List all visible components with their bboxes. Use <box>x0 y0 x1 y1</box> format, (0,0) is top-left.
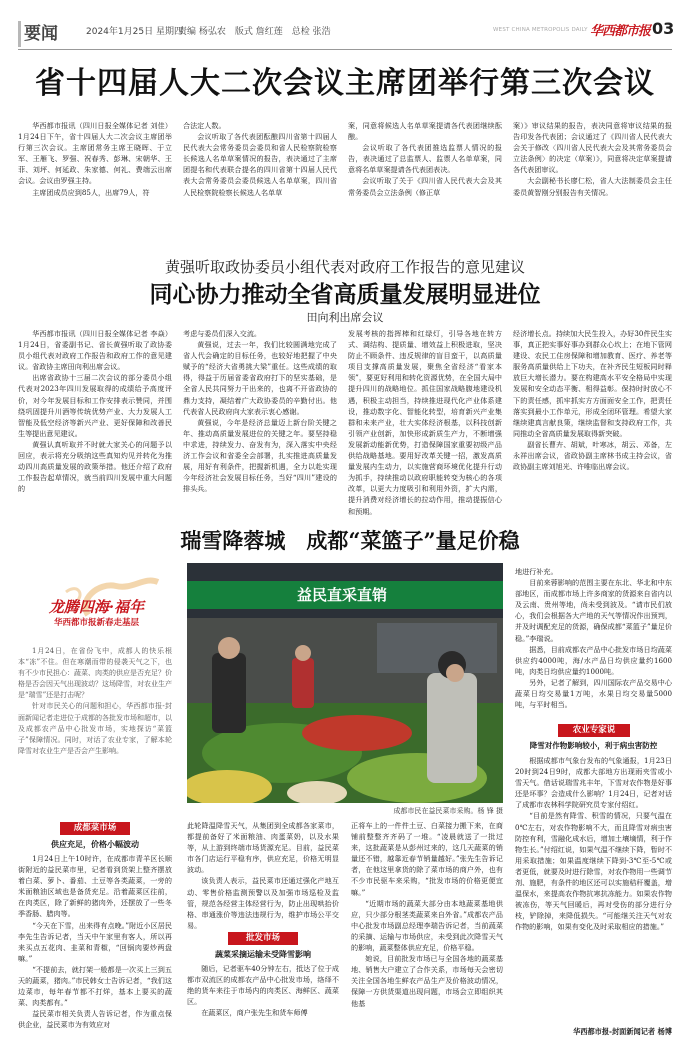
article2-col2: 考虑与委员们深入交流。 黄强说，过去一年，我们比较圆满地完成了省人代会确定的目标任务，也较好地把握了中央赋予的“经济大省勇挑大梁”重任。这些成绩的取得，得益于历届省委省政府打下的坚实基础，是全省人民共同努力干出来的，也离不开省政协的鼎力支持，凝结着广大政协委员的辛勤付出。他代表省人民政府向大家表示衷心感谢。 黄强说，今年是经济总量迈上新台阶关键之年、推动高质量发展进位的关键之年。要坚持稳中求进，持续发力、奋发有为，深入落实中央经济工作会议和省委全会部署，扎实推进高质量发展，用好有利条件，把握新机遇，全力以赴实现今年经济社会发展目标任务，当好“四川”建设的排头兵。 <box>183 329 337 494</box>
english-masthead: WEST CHINA METROPOLIS DAILY <box>493 27 588 33</box>
article2-col3: 发展考核的指挥棒和红绿灯，引导各地在转方式、调结构、提质量、增效益上积极进取，坚决防止不顾条件、违反规律的盲目蛮干，以高质量项目支撑高质量发展，聚焦全省经济“看家本领”，要更好利用和转化资源优势，在全国大局中提升四川的战略地位。抓住国家战略腹地建设机遇，积极主动担当，持续推进现代化产业体系建设，推动数字化、智能化转型，培育新兴产业集群和未来产业，壮大实体经济根基，以科技创新引领产业创新，加快形成新质生产力，不断增强发展新动能新优势，打造保障国家重要初级产品供给战略基地。要用好改革关键一招，激发高质量发展内生动力，以实施营商环境优化提升行动为抓手，持续推动以政府职能转变为核心的各项改革，以更大力度吸引和利用外资，扩大内需，提升消费对经济增长的拉动作用，推动提振信心和预期。 <box>348 329 502 516</box>
section-name: 要闻 <box>24 24 58 44</box>
article3-col2-bottom: 随后，记者驱车40分钟左右，抵达了位于成都市双流区的成都农产品中心批发市场，络绎不绝的货车来往于市场内的肉类区、海鲜区、蔬菜区。 在蔬菜区，商户张先生和货车师傅 <box>187 964 339 1018</box>
photo-caption: 成都市民在益民菜市采购。杨 锋 摄 <box>393 807 503 815</box>
article2-col1: 华西都市报讯（四川日报全媒体记者 李焱）1月24日，省委副书记、省长黄强听取了政协委员小组代表对政府工作报告和政府工作的意见建议。省政协主席田向利出席会议。 出席省政协十三届二次会议的部分委员小组代表对2023年四川发展取得的成绩给予高度评价，对今年发展目标和工作安排表示赞同，并围绕巩固提升川酒等传统优势产业、大力发展人工智能及低空经济等新兴产业、更好保障和改善民生等提出意见建议。 黄强认真听取并不时就大家关心的问题予以回应，表示将充分吸纳这些真知灼见并转化为推动四川高质量发展的政策举措。他还介绍了政府工作报告起草情况，就当前四川发展中重大问题的 <box>18 329 172 494</box>
article2-col4: 经济增长点。持续加大民生投入，办好30件民生实事，真正把实事好事办到群众心坎上；在地下管网建设、农民工住房保障和增加教育、医疗、养老等服务高质量供给上下功夫，在补齐民生短板同时释放巨大增长潜力。要在构建高水平安全格局中实现发展和安全动态平衡、相得益彰。保持时时放心不下的责任感，抓牢抓实方方面面安全工作，把责任落实到最小工作单元，形成全闭环管理。希望大家继续建真言献良策，继续监督和支持政府工作，共同推动全省高质量发展取得新突破。 副省长曹卉、胡斌，叶寒冰，胡云、邓备，左永祥出席会议，省政协副主席林书成主持会议，省政协副主席刘旭光、许唯临出席会议。 <box>513 329 672 472</box>
page-number: 03 <box>652 19 675 38</box>
article3-col4: 地进行补充。 目前来蓉影响的范围主要在东北、华北和中东部地区，而成都市场上许多商家的货源来自省内以及云南、贵州等地，尚未受到波及。“请市民们放心，我们会根据各大产地的天气等情况作出预判，并及时调配充足的货源，确保成都“菜篮子”量足价稳。”李瑞说。 据悉，目前成都农产品中心批发市场日均蔬菜供应约4000吨，海/水产品日均供应量约1600吨，肉类日均供应量约1000吨。 另外，记者了解到，四川国际农产品交易中心蔬菜日均交易量1万吨，水果日均交易量5000吨，与平时相当。 <box>515 567 672 710</box>
logo-text-sub: 华西都市报新春走基层 <box>53 618 139 628</box>
article3-intro: 1月24日，在省份飞中，成都人的快乐根本“冻”不住。但在寒潮而带的侵袭天气之下，也有不少市民担心：蔬菜、肉类的供应是否充足？价格是否会因天气出现波动？这场降雪，对农业生产是“瑞雪”还是打击呢？ 针对市民关心的问题和担心，华西都市报-封面新闻记者走进位于成都的各批发市场和超市，以及成都农产品中心批发市场，实地探访“菜篮子”保障情况。同时，对话了农业专家，了解本轮降雪对农业生产是否会产生影响。 <box>18 647 172 755</box>
section-heading-expert: 农业专家说 <box>558 724 630 737</box>
spring-festival-logo <box>18 570 175 630</box>
article3-col2: 此轮降温降雪天气，从集团到全成都各家菜市，都提前备好了米面粮油、肉蛋菜奶，以及水果等，从上游到终端市场货源充足。目前，益民菜市各门店运行平稳有序，供应充足，价格无明显波动。 该负责人表示，益民菜市还通过强化产地互动、零售价格监测预警以及加强市场巡检及监管，规范各经营主体经营行为，防止出现哄抬价格、串通涨价等违法违规行为，维护市场公平交易。 <box>187 821 339 930</box>
article1-col4: 案）》审议结果的报告，表决同意将审议结果的报告印发各代表团；会议通过了《四川省人民代表大会关于修改〈四川省人民代表大会及其常务委员会立法条例〉的决定（草案）》，同意将决定草案提请各代表团审议。 大会副秘书长廖仁松，省人大法制委员会主任委员黄智刚分别报告有关情况。 <box>513 121 672 197</box>
reporter-signature: 华西都市报-封面新闻记者 杨博 <box>573 1027 672 1036</box>
article1-col2: 合法定人数。 会议听取了各代表团酝酿四川省第十四届人民代表大会常务委员会委员和省人民检察院检察长候选人名单草案情况的报告，表决通过了主席团提名和代表联合提名的四川省第十四届人民代表大会常务委员会委员候选人名单草案，四川省人民检察院检察长候选人名单草 <box>183 121 337 197</box>
article2-headline: 同心协力推动全省高质量发展明显进位 <box>149 281 541 308</box>
article3-col4-bottom: 根据成都市气象台发布的气象通报，1月23日20时到24日9时，成都大部地方出现雨夹雪或小雪天气。借话说瑞雪兆丰年，下雪对农作物是好事还是坏事？会造成什么影响？1月24日，记者对话了成都市农林科学院研究员专家付绍红。 “目前是然有降雪、积雪的情况，只要气温在0℃左右，对农作物影响不大，而且降雪对病虫害防控有利，雪融化成水后，增加土壤墒情，利于作物生长。”付绍红说，如果气温不继续下降，暂时不用采取措施；如果温度继续下降到-3℃至-5℃或者更低，就要及时进行除雪，对农作物用一些调节剂、施肥，有条件的地区还可以实施秸秆覆盖，增温保水，来提高农作物抗寒抗冻能力。如果农作物被冻伤，等天气回暖后，再对受伤的部分进行分枝，铲除掉，来降低损失。“可能继关注天气对农作物的影响，如果有变化及时采取相应的措施。” <box>515 756 672 932</box>
article1-headline: 省十四届人大二次会议主席团举行第三次会议 <box>35 66 655 101</box>
page-header <box>0 0 690 44</box>
logo-text-main: 龙腾四海·福年 <box>48 598 145 616</box>
header-left-bar <box>18 21 21 47</box>
section-subheading-expert: 降雪对作物影响较小，利于病虫害防控 <box>529 741 658 750</box>
article1-col3: 案，同意将候选人名单草案提请各代表团继续酝酿。 会议听取了各代表团推选监票人情况的报告，表决通过了总监票人、监票人名单草案，同意将名单草案提请各代表团表决。 会议听取了关于《四川省人民代表大会及其常务委员会立法条例（修正草 <box>348 121 502 197</box>
article3-col1: 1月24日上午10时许，在成都市青羊区长顺街附近的益民菜市里，记者看到货架上整齐摆放着白菜、萝卜、番茄、土豆等各类蔬菜，一旁的米面粮油区域也是备货充足。沿着蔬菜区往前，在肉类区，除了新鲜的猪肉外，还摆放了一些冬季香肠、腊肉等。 “今天在下雪，出来得有点晚。”附近小区居民李先生告诉记者，当天中午家里有客人，所以再来买点五花肉、韭菜和青椒，“回锅肉要炒两盘嘛。” “不提前去，就打架一般都是一次买上三到五天的蔬菜，猪肉。”市民韩女士告诉记者，“我们这边菜市，每年春节都不打烊，基本上要买的蔬菜、肉类都有。” 益民菜市相关负责人告诉记者，作为重点保供企业，益民菜市为有效应对 <box>18 854 172 1030</box>
store-sign: 益民直采直销 <box>296 586 387 604</box>
editor-credits: 责编 杨弘农 版式 詹红莲 总检 张浩 <box>178 27 331 37</box>
section-heading-wholesale: 批发市场 <box>228 932 298 945</box>
article2-sub-headline: 田向利出席会议 <box>306 311 384 324</box>
article3-headline: 瑞雪降蓉城 成都“菜篮子”量足价稳 <box>180 528 520 553</box>
article1-col1: 华西都市报讯（四川日报全媒体记者 刘佳）1月24日下午，省十四届人大二次会议主席团举行第三次会议。主席团常务主席王晓晖、于立军、王雁飞、罗强、祝春秀、彭琳、宋朝华、王菲、刘坪、何延政、朱家德、何礼、费端云出席会议。会议由罗强主持。 主席团成员应到85人，出席79人，符 <box>18 121 172 197</box>
section-heading-market: 成都菜市场 <box>60 822 130 835</box>
newspaper-logo: 华西都市报 <box>590 24 651 39</box>
section-subheading-wholesale: 蔬菜采摘运输未受降雪影响 <box>215 949 311 959</box>
issue-date: 2024年1月25日 星期四 <box>86 27 183 37</box>
market-photo <box>187 563 503 803</box>
article2-subheadline: 黄强听取政协委员小组代表对政府工作报告的意见建议 <box>164 258 525 276</box>
section-subheading-market: 供应充足，价格小幅波动 <box>51 839 139 849</box>
header-rule <box>18 49 672 50</box>
article3-col3: 正将车上的一件件土豆、白菜接力搬下来，在商铺前整整齐齐码了一堆。“凌晨就送了一批过来，这批蔬菜是从彭州过来的，这几天蔬菜的销量还不错，越靠近春节销量越好。”张先生告诉记者，在他这里拿货的除了菜市场的商户外，也有不少市民驱车来采购，“批发市场的价格更便宜嘛。” “近期市场的蔬菜大部分由本地蔬菜基地供应，只少部分根茎类蔬菜来自外省。”成都农产品中心批发市场副总经理李瑞告诉记者，当前蔬菜的采摘、运输与市场供应，未受到此次降雪天气的影响，蔬菜整体供应充足，价格平稳。 她说，目前批发市场已与全国各地的蔬菜基地、销售大户建立了合作关系，市场每天会密切关注全国各地生鲜农产品生产及价格波动情况，保障一方供货渠道出现问题，市场会立即组织其他基 <box>351 821 503 1008</box>
